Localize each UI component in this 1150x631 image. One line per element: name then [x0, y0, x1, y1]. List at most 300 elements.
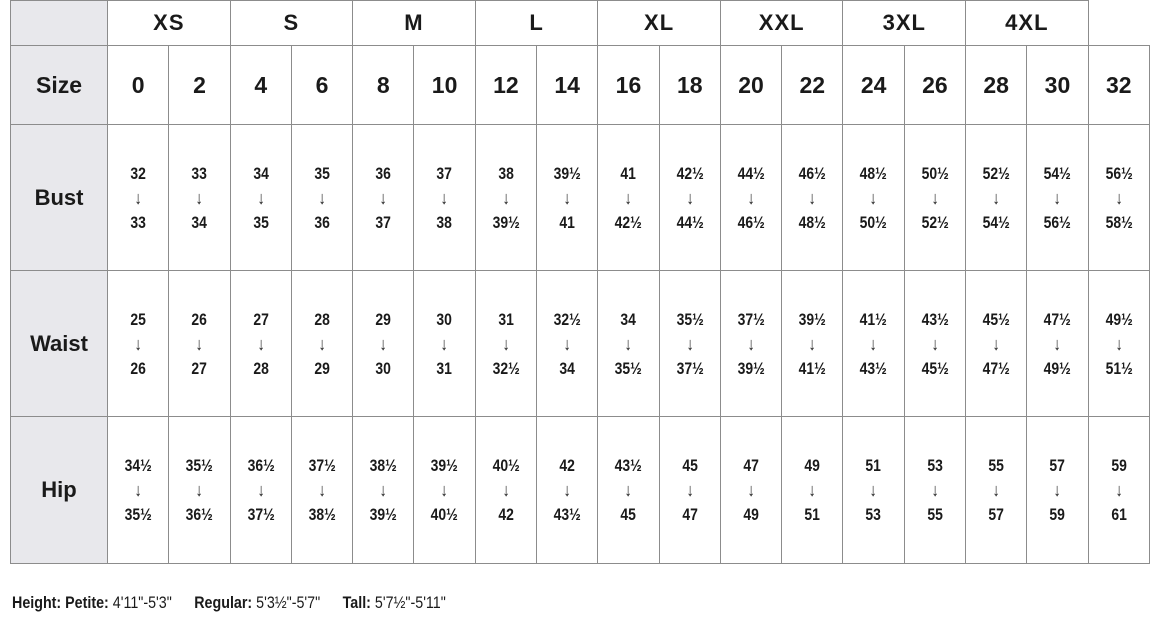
- regular-value: 5'3½"-5'7": [256, 593, 321, 612]
- range-max: 37: [375, 212, 392, 232]
- petite-label: Petite:: [65, 593, 109, 612]
- range-min: 53: [927, 456, 943, 475]
- measurement-range: [849, 453, 898, 527]
- measurement-cell: [966, 271, 1027, 417]
- range-min: 45: [681, 456, 698, 475]
- measurement-range: [910, 161, 959, 235]
- hip-row: [11, 417, 1150, 564]
- measurement-cell: [1027, 271, 1088, 417]
- range-min: 34½: [124, 456, 152, 475]
- range-min: 28: [314, 309, 330, 329]
- range-min: 59: [1111, 456, 1127, 475]
- measurement-cell: [843, 125, 904, 271]
- down-arrow-icon: ↓: [563, 187, 571, 208]
- measurement-cell: [537, 417, 598, 564]
- range-min: 45½: [982, 309, 1010, 329]
- measurement-cell: [353, 417, 414, 564]
- height-label: Height:: [12, 593, 62, 612]
- range-min: 32: [130, 163, 146, 183]
- bust-row: [11, 125, 1150, 271]
- tall-value: 5'7½"-5'11": [374, 593, 446, 612]
- range-max: 35½: [124, 505, 152, 524]
- measurement-cell: [1027, 125, 1088, 271]
- measurement-cell: [475, 125, 536, 271]
- down-arrow-icon: ↓: [624, 480, 633, 500]
- range-min: 54½: [1043, 163, 1072, 183]
- measurement-range: [481, 161, 530, 235]
- range-min: 38: [498, 163, 514, 183]
- range-max: 45½: [921, 358, 949, 378]
- measurement-range: [665, 453, 714, 527]
- measurement-cell: [414, 125, 475, 271]
- size-number-cell: 28: [966, 46, 1027, 125]
- measurement-range: [788, 307, 837, 381]
- measurement-range: [175, 453, 224, 527]
- down-arrow-icon: ↓: [686, 187, 694, 208]
- down-arrow-icon: ↓: [318, 333, 326, 354]
- range-max: 28: [252, 358, 269, 378]
- range-min: 48½: [860, 163, 888, 183]
- measurement-range: [542, 453, 591, 527]
- down-arrow-icon: ↓: [624, 333, 633, 354]
- measurement-range: [1094, 307, 1144, 381]
- down-arrow-icon: ↓: [747, 187, 755, 208]
- down-arrow-icon: ↓: [931, 333, 939, 354]
- down-arrow-icon: ↓: [1053, 333, 1062, 354]
- size-group-l: L: [475, 1, 598, 46]
- range-max: 47½: [982, 358, 1010, 378]
- size-number-row: [11, 46, 1150, 125]
- measurement-range: [604, 161, 653, 235]
- down-arrow-icon: ↓: [318, 187, 326, 208]
- size-number-cell: 20: [720, 46, 781, 125]
- range-min: 42: [559, 456, 575, 475]
- measurement-cell: [537, 271, 598, 417]
- down-arrow-icon: ↓: [502, 333, 510, 354]
- down-arrow-icon: ↓: [563, 480, 571, 500]
- measurement-cell: [843, 271, 904, 417]
- range-max: 31: [436, 358, 453, 378]
- measurement-cell: [1088, 417, 1149, 564]
- range-min: 41: [620, 163, 637, 183]
- size-number-cell: 18: [659, 46, 720, 125]
- measurement-range: [175, 307, 224, 381]
- range-min: 39½: [553, 163, 581, 183]
- size-number-cell: 4: [230, 46, 291, 125]
- waist-row-label: Waist: [11, 271, 108, 417]
- measurement-range: [726, 307, 775, 381]
- down-arrow-icon: ↓: [257, 333, 265, 354]
- down-arrow-icon: ↓: [502, 187, 510, 208]
- measurement-range: [359, 161, 408, 235]
- down-arrow-icon: ↓: [808, 187, 817, 208]
- measurement-range: [971, 307, 1020, 381]
- range-max: 26: [130, 358, 146, 378]
- measurement-cell: [291, 271, 352, 417]
- hip-row-label: Hip: [11, 417, 108, 564]
- measurement-range: [481, 453, 530, 527]
- range-min: 47½: [1043, 309, 1072, 329]
- size-number-cell: 8: [353, 46, 414, 125]
- measurement-cell: [169, 271, 230, 417]
- measurement-range: [236, 307, 285, 381]
- measurement-range: [359, 453, 408, 527]
- range-max: 30: [375, 358, 392, 378]
- down-arrow-icon: ↓: [195, 480, 204, 500]
- range-max: 48½: [798, 212, 826, 232]
- size-number-cell: 12: [475, 46, 536, 125]
- measurement-range: [113, 453, 162, 527]
- down-arrow-icon: ↓: [686, 333, 694, 354]
- down-arrow-icon: ↓: [257, 187, 265, 208]
- range-max: 41½: [798, 358, 826, 378]
- range-max: 39½: [369, 505, 397, 524]
- measurement-range: [971, 453, 1020, 527]
- measurement-cell: [720, 417, 781, 564]
- range-max: 35: [252, 212, 269, 232]
- size-number-cell: 0: [108, 46, 169, 125]
- range-min: 36½: [247, 456, 275, 475]
- down-arrow-icon: ↓: [440, 333, 449, 354]
- range-max: 42½: [614, 212, 643, 232]
- down-arrow-icon: ↓: [195, 187, 204, 208]
- range-max: 61: [1111, 505, 1127, 524]
- down-arrow-icon: ↓: [379, 187, 388, 208]
- range-max: 39½: [737, 358, 765, 378]
- measurement-range: [297, 307, 346, 381]
- size-group-3xl: 3XL: [843, 1, 966, 46]
- measurement-cell: [966, 125, 1027, 271]
- measurement-range: [542, 307, 591, 381]
- down-arrow-icon: ↓: [686, 480, 694, 500]
- range-min: 29: [375, 309, 392, 329]
- measurement-range: [849, 307, 898, 381]
- size-number-cell: 16: [598, 46, 659, 125]
- size-group-header-row: [11, 1, 1150, 46]
- down-arrow-icon: ↓: [134, 333, 142, 354]
- range-min: 52½: [982, 163, 1010, 183]
- measurement-range: [726, 453, 775, 527]
- measurement-cell: [720, 125, 781, 271]
- down-arrow-icon: ↓: [869, 187, 878, 208]
- down-arrow-icon: ↓: [563, 333, 571, 354]
- size-number-cell: 2: [169, 46, 230, 125]
- range-max: 37½: [676, 358, 704, 378]
- measurement-range: [1033, 453, 1082, 527]
- measurement-cell: [782, 125, 843, 271]
- range-min: 47: [743, 456, 759, 475]
- petite-value: 4'11"-5'3": [112, 593, 172, 612]
- measurement-range: [788, 161, 837, 235]
- size-number-cell: 26: [904, 46, 965, 125]
- measurement-range: [420, 161, 469, 235]
- range-min: 40½: [492, 456, 520, 475]
- measurement-cell: [108, 271, 169, 417]
- down-arrow-icon: ↓: [379, 333, 388, 354]
- range-min: 56½: [1105, 163, 1133, 183]
- measurement-cell: [414, 417, 475, 564]
- range-max: 49: [743, 505, 759, 524]
- measurement-cell: [904, 417, 965, 564]
- measurement-cell: [291, 417, 352, 564]
- measurement-cell: [108, 125, 169, 271]
- measurement-range: [788, 453, 837, 527]
- size-group-xl: XL: [598, 1, 721, 46]
- measurement-cell: [659, 271, 720, 417]
- waist-row: [11, 271, 1150, 417]
- size-row-label: Size: [11, 46, 108, 125]
- range-min: 37½: [308, 456, 336, 475]
- range-max: 42: [498, 505, 514, 524]
- measurement-cell: [230, 125, 291, 271]
- range-min: 25: [130, 309, 146, 329]
- measurement-cell: [966, 417, 1027, 564]
- range-max: 58½: [1105, 212, 1133, 232]
- measurement-range: [1094, 161, 1144, 235]
- range-min: 51: [865, 456, 882, 475]
- range-min: 39½: [798, 309, 826, 329]
- measurement-range: [420, 307, 469, 381]
- down-arrow-icon: ↓: [440, 187, 449, 208]
- down-arrow-icon: ↓: [992, 333, 1000, 354]
- range-min: 44½: [737, 163, 765, 183]
- down-arrow-icon: ↓: [808, 480, 817, 500]
- measurement-cell: [843, 417, 904, 564]
- range-max: 35½: [614, 358, 643, 378]
- range-min: 32½: [553, 309, 581, 329]
- down-arrow-icon: ↓: [440, 480, 449, 500]
- size-group-s: S: [230, 1, 353, 46]
- measurement-range: [236, 161, 285, 235]
- down-arrow-icon: ↓: [992, 187, 1000, 208]
- size-number-cell: 22: [782, 46, 843, 125]
- size-group-4xl: 4XL: [966, 1, 1089, 46]
- measurement-range: [726, 161, 775, 235]
- range-max: 54½: [982, 212, 1010, 232]
- range-max: 57: [988, 505, 1004, 524]
- range-min: 36: [375, 163, 392, 183]
- measurement-range: [971, 161, 1020, 235]
- size-number-cell: 30: [1027, 46, 1088, 125]
- measurement-cell: [353, 271, 414, 417]
- size-number-cell: 14: [537, 46, 598, 125]
- range-min: 30: [436, 309, 453, 329]
- range-max: 52½: [921, 212, 949, 232]
- measurement-cell: [169, 417, 230, 564]
- down-arrow-icon: ↓: [808, 333, 817, 354]
- down-arrow-icon: ↓: [195, 333, 204, 354]
- range-max: 29: [314, 358, 330, 378]
- size-chart-table: [10, 0, 1150, 564]
- down-arrow-icon: ↓: [1115, 480, 1123, 500]
- down-arrow-icon: ↓: [1053, 480, 1062, 500]
- range-max: 51½: [1105, 358, 1133, 378]
- measurement-cell: [414, 271, 475, 417]
- range-max: 34: [191, 212, 208, 232]
- down-arrow-icon: ↓: [992, 480, 1000, 500]
- range-max: 40½: [431, 505, 459, 524]
- size-chart-body: [11, 1, 1150, 564]
- measurement-range: [175, 161, 224, 235]
- measurement-cell: [108, 417, 169, 564]
- down-arrow-icon: ↓: [931, 480, 939, 500]
- measurement-cell: [720, 271, 781, 417]
- range-max: 37½: [247, 505, 275, 524]
- range-max: 53: [865, 505, 882, 524]
- range-min: 31: [498, 309, 514, 329]
- measurement-range: [665, 307, 714, 381]
- measurement-range: [542, 161, 591, 235]
- size-group-m: M: [353, 1, 476, 46]
- range-max: 36½: [185, 505, 214, 524]
- size-group-xxl: XXL: [720, 1, 843, 46]
- down-arrow-icon: ↓: [1115, 187, 1123, 208]
- measurement-cell: [475, 417, 536, 564]
- measurement-cell: [598, 417, 659, 564]
- measurement-range: [236, 453, 285, 527]
- range-min: 33: [191, 163, 208, 183]
- range-max: 46½: [737, 212, 765, 232]
- down-arrow-icon: ↓: [1053, 187, 1062, 208]
- down-arrow-icon: ↓: [931, 187, 939, 208]
- down-arrow-icon: ↓: [1115, 333, 1123, 354]
- range-min: 41½: [860, 309, 888, 329]
- range-min: 37½: [737, 309, 765, 329]
- down-arrow-icon: ↓: [502, 480, 510, 500]
- range-max: 56½: [1043, 212, 1072, 232]
- range-max: 44½: [676, 212, 704, 232]
- down-arrow-icon: ↓: [134, 187, 142, 208]
- range-min: 49½: [1105, 309, 1133, 329]
- range-max: 36: [314, 212, 330, 232]
- range-max: 34: [559, 358, 575, 378]
- range-max: 43½: [553, 505, 581, 524]
- measurement-range: [1033, 161, 1082, 235]
- corner-cell: [11, 1, 108, 46]
- range-max: 51: [804, 505, 821, 524]
- range-min: 49: [804, 456, 821, 475]
- down-arrow-icon: ↓: [747, 480, 755, 500]
- down-arrow-icon: ↓: [257, 480, 265, 500]
- size-group-xs: XS: [108, 1, 231, 46]
- measurement-range: [910, 453, 959, 527]
- measurement-range: [1094, 453, 1144, 527]
- measurement-cell: [1088, 271, 1149, 417]
- range-max: 50½: [860, 212, 888, 232]
- measurement-range: [297, 453, 346, 527]
- measurement-cell: [659, 125, 720, 271]
- range-min: 37: [436, 163, 453, 183]
- range-min: 57: [1049, 456, 1066, 475]
- measurement-cell: [904, 271, 965, 417]
- range-min: 46½: [798, 163, 826, 183]
- measurement-range: [113, 161, 162, 235]
- measurement-cell: [598, 271, 659, 417]
- measurement-cell: [475, 271, 536, 417]
- measurement-cell: [230, 271, 291, 417]
- down-arrow-icon: ↓: [869, 480, 878, 500]
- size-number-cell: 32: [1088, 46, 1149, 125]
- measurement-cell: [904, 125, 965, 271]
- down-arrow-icon: ↓: [747, 333, 755, 354]
- range-max: 55: [927, 505, 943, 524]
- measurement-range: [297, 161, 346, 235]
- range-min: 42½: [676, 163, 704, 183]
- height-note: [12, 593, 446, 613]
- measurement-cell: [598, 125, 659, 271]
- range-min: 35: [314, 163, 330, 183]
- range-max: 33: [130, 212, 146, 232]
- measurement-cell: [291, 125, 352, 271]
- range-max: 41: [559, 212, 575, 232]
- bust-row-label: Bust: [11, 125, 108, 271]
- range-max: 49½: [1043, 358, 1072, 378]
- range-min: 50½: [921, 163, 949, 183]
- measurement-range: [113, 307, 162, 381]
- range-max: 59: [1049, 505, 1066, 524]
- range-min: 39½: [431, 456, 459, 475]
- down-arrow-icon: ↓: [869, 333, 878, 354]
- measurement-range: [481, 307, 530, 381]
- measurement-range: [420, 453, 469, 527]
- measurement-cell: [782, 271, 843, 417]
- measurement-range: [665, 161, 714, 235]
- range-min: 43½: [921, 309, 949, 329]
- range-max: 38½: [308, 505, 336, 524]
- range-max: 39½: [492, 212, 520, 232]
- measurement-cell: [782, 417, 843, 564]
- measurement-range: [604, 453, 653, 527]
- regular-label: Regular:: [194, 593, 253, 612]
- range-min: 34: [252, 163, 269, 183]
- measurement-cell: [230, 417, 291, 564]
- measurement-cell: [537, 125, 598, 271]
- measurement-cell: [659, 417, 720, 564]
- size-number-cell: 6: [291, 46, 352, 125]
- range-min: 43½: [614, 456, 643, 475]
- range-max: 32½: [492, 358, 520, 378]
- range-max: 45: [620, 505, 637, 524]
- measurement-range: [359, 307, 408, 381]
- range-min: 34: [620, 309, 637, 329]
- tall-label: Tall:: [342, 593, 371, 612]
- range-max: 27: [191, 358, 208, 378]
- range-max: 43½: [860, 358, 888, 378]
- size-number-cell: 24: [843, 46, 904, 125]
- range-min: 35½: [676, 309, 704, 329]
- measurement-cell: [1027, 417, 1088, 564]
- down-arrow-icon: ↓: [379, 480, 388, 500]
- range-min: 26: [191, 309, 208, 329]
- down-arrow-icon: ↓: [134, 480, 142, 500]
- down-arrow-icon: ↓: [318, 480, 326, 500]
- down-arrow-icon: ↓: [624, 187, 633, 208]
- measurement-cell: [169, 125, 230, 271]
- measurement-cell: [1088, 125, 1149, 271]
- range-max: 47: [681, 505, 698, 524]
- range-min: 55: [988, 456, 1004, 475]
- measurement-cell: [353, 125, 414, 271]
- size-number-cell: 10: [414, 46, 475, 125]
- range-min: 27: [252, 309, 269, 329]
- range-min: 38½: [369, 456, 397, 475]
- measurement-range: [1033, 307, 1082, 381]
- measurement-range: [849, 161, 898, 235]
- measurement-range: [604, 307, 653, 381]
- range-min: 35½: [185, 456, 214, 475]
- range-max: 38: [436, 212, 453, 232]
- measurement-range: [910, 307, 959, 381]
